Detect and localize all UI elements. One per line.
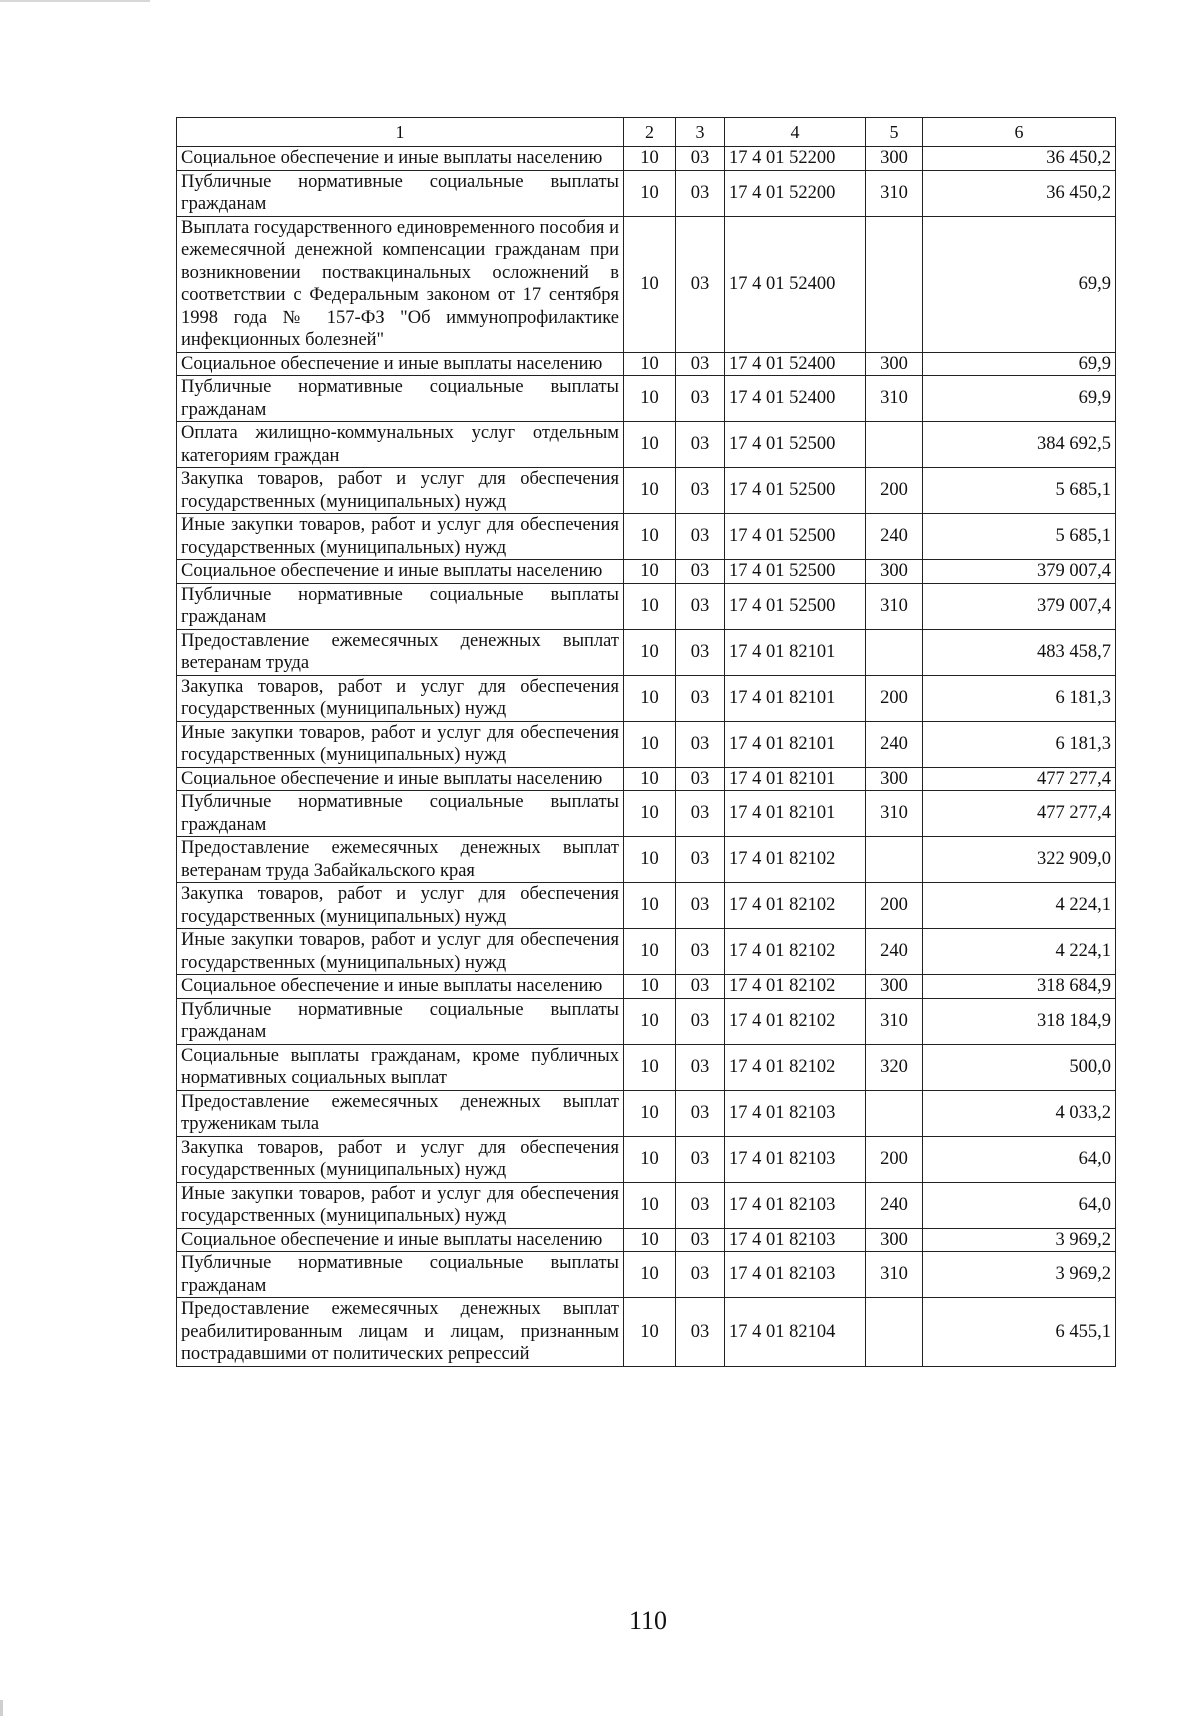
table-row bbox=[177, 1182, 1116, 1228]
row-amount: 64,0 bbox=[923, 1182, 1116, 1228]
row-expense-type: 300 bbox=[866, 975, 923, 999]
row-subsection: 03 bbox=[676, 1044, 725, 1090]
row-target-article: 17 4 01 52500 bbox=[725, 560, 866, 584]
row-name: Публичные нормативные социальные выплаты гражданам bbox=[177, 791, 624, 837]
row-target-article: 17 4 01 82104 bbox=[725, 1298, 866, 1367]
row-expense-type bbox=[866, 216, 923, 352]
row-target-article: 17 4 01 52400 bbox=[725, 376, 866, 422]
row-target-article: 17 4 01 82102 bbox=[725, 1044, 866, 1090]
row-amount: 4 033,2 bbox=[923, 1090, 1116, 1136]
row-expense-type: 300 bbox=[866, 767, 923, 791]
table-row bbox=[177, 376, 1116, 422]
row-target-article: 17 4 01 82102 bbox=[725, 975, 866, 999]
row-target-article: 17 4 01 52500 bbox=[725, 422, 866, 468]
table-row bbox=[177, 1252, 1116, 1298]
row-amount: 3 969,2 bbox=[923, 1252, 1116, 1298]
scan-edge-mark bbox=[0, 0, 150, 2]
row-section: 10 bbox=[624, 975, 676, 999]
table-row bbox=[177, 147, 1116, 171]
row-amount: 322 909,0 bbox=[923, 837, 1116, 883]
row-expense-type bbox=[866, 422, 923, 468]
row-expense-type bbox=[866, 837, 923, 883]
row-subsection: 03 bbox=[676, 560, 725, 584]
table-row bbox=[177, 1044, 1116, 1090]
row-amount: 318 684,9 bbox=[923, 975, 1116, 999]
row-name: Публичные нормативные социальные выплаты гражданам bbox=[177, 583, 624, 629]
row-expense-type bbox=[866, 629, 923, 675]
row-subsection: 03 bbox=[676, 468, 725, 514]
row-name: Иные закупки товаров, работ и услуг для обеспечения государственных (муниципальных) нужд bbox=[177, 929, 624, 975]
row-amount: 318 184,9 bbox=[923, 998, 1116, 1044]
row-name: Предоставление ежемесячных денежных выплат реабилитированным лицам и лицам, признанным пострадавшими от политических репрессий bbox=[177, 1298, 624, 1367]
row-expense-type: 300 bbox=[866, 147, 923, 171]
row-subsection: 03 bbox=[676, 376, 725, 422]
row-section: 10 bbox=[624, 929, 676, 975]
row-name: Публичные нормативные социальные выплаты гражданам bbox=[177, 170, 624, 216]
row-amount: 5 685,1 bbox=[923, 514, 1116, 560]
row-expense-type: 310 bbox=[866, 583, 923, 629]
row-name: Закупка товаров, работ и услуг для обеспечения государственных (муниципальных) нужд bbox=[177, 675, 624, 721]
row-subsection: 03 bbox=[676, 721, 725, 767]
row-target-article: 17 4 01 82101 bbox=[725, 629, 866, 675]
row-section: 10 bbox=[624, 998, 676, 1044]
row-name: Иные закупки товаров, работ и услуг для обеспечения государственных (муниципальных) нужд bbox=[177, 1182, 624, 1228]
row-section: 10 bbox=[624, 675, 676, 721]
table-row bbox=[177, 675, 1116, 721]
row-expense-type: 310 bbox=[866, 170, 923, 216]
row-target-article: 17 4 01 82103 bbox=[725, 1228, 866, 1252]
row-name: Социальное обеспечение и иные выплаты населению bbox=[177, 147, 624, 171]
row-subsection: 03 bbox=[676, 883, 725, 929]
row-expense-type: 310 bbox=[866, 1252, 923, 1298]
row-target-article: 17 4 01 52400 bbox=[725, 352, 866, 376]
row-name: Предоставление ежемесячных денежных выплат труженикам тыла bbox=[177, 1090, 624, 1136]
row-target-article: 17 4 01 82101 bbox=[725, 767, 866, 791]
row-name: Социальное обеспечение и иные выплаты населению bbox=[177, 560, 624, 584]
row-section: 10 bbox=[624, 1228, 676, 1252]
row-section: 10 bbox=[624, 514, 676, 560]
row-expense-type: 200 bbox=[866, 883, 923, 929]
table-row bbox=[177, 1136, 1116, 1182]
row-target-article: 17 4 01 82103 bbox=[725, 1252, 866, 1298]
row-subsection: 03 bbox=[676, 1252, 725, 1298]
row-subsection: 03 bbox=[676, 147, 725, 171]
row-section: 10 bbox=[624, 767, 676, 791]
row-subsection: 03 bbox=[676, 1298, 725, 1367]
table-row bbox=[177, 1228, 1116, 1252]
row-section: 10 bbox=[624, 721, 676, 767]
row-target-article: 17 4 01 82102 bbox=[725, 929, 866, 975]
row-expense-type: 200 bbox=[866, 468, 923, 514]
row-name: Социальное обеспечение и иные выплаты населению bbox=[177, 1228, 624, 1252]
row-amount: 69,9 bbox=[923, 352, 1116, 376]
row-section: 10 bbox=[624, 216, 676, 352]
row-name: Публичные нормативные социальные выплаты гражданам bbox=[177, 998, 624, 1044]
row-target-article: 17 4 01 52400 bbox=[725, 216, 866, 352]
table-row bbox=[177, 883, 1116, 929]
table-row bbox=[177, 1090, 1116, 1136]
row-target-article: 17 4 01 82103 bbox=[725, 1182, 866, 1228]
page-number: 110 bbox=[628, 1606, 668, 1635]
row-target-article: 17 4 01 52500 bbox=[725, 514, 866, 560]
row-subsection: 03 bbox=[676, 675, 725, 721]
row-name: Социальные выплаты гражданам, кроме публичных нормативных социальных выплат bbox=[177, 1044, 624, 1090]
row-section: 10 bbox=[624, 1182, 676, 1228]
row-target-article: 17 4 01 82101 bbox=[725, 675, 866, 721]
row-amount: 477 277,4 bbox=[923, 767, 1116, 791]
column-number-6: 6 bbox=[923, 118, 1116, 147]
row-subsection: 03 bbox=[676, 767, 725, 791]
row-amount: 6 455,1 bbox=[923, 1298, 1116, 1367]
row-section: 10 bbox=[624, 1252, 676, 1298]
table-row bbox=[177, 352, 1116, 376]
table-row bbox=[177, 1298, 1116, 1367]
row-section: 10 bbox=[624, 837, 676, 883]
row-expense-type bbox=[866, 1298, 923, 1367]
table-row bbox=[177, 721, 1116, 767]
row-name: Публичные нормативные социальные выплаты гражданам bbox=[177, 376, 624, 422]
row-section: 10 bbox=[624, 560, 676, 584]
row-name: Социальное обеспечение и иные выплаты населению bbox=[177, 352, 624, 376]
column-number-5: 5 bbox=[866, 118, 923, 147]
row-subsection: 03 bbox=[676, 837, 725, 883]
row-expense-type: 240 bbox=[866, 1182, 923, 1228]
row-expense-type: 310 bbox=[866, 998, 923, 1044]
table-row bbox=[177, 583, 1116, 629]
row-expense-type: 300 bbox=[866, 560, 923, 584]
column-number-2: 2 bbox=[624, 118, 676, 147]
row-name: Закупка товаров, работ и услуг для обеспечения государственных (муниципальных) нужд bbox=[177, 883, 624, 929]
row-subsection: 03 bbox=[676, 791, 725, 837]
row-target-article: 17 4 01 82103 bbox=[725, 1136, 866, 1182]
row-subsection: 03 bbox=[676, 629, 725, 675]
row-target-article: 17 4 01 82101 bbox=[725, 721, 866, 767]
row-section: 10 bbox=[624, 791, 676, 837]
row-amount: 3 969,2 bbox=[923, 1228, 1116, 1252]
row-expense-type bbox=[866, 1090, 923, 1136]
table-row bbox=[177, 468, 1116, 514]
row-name: Закупка товаров, работ и услуг для обеспечения государственных (муниципальных) нужд bbox=[177, 1136, 624, 1182]
row-section: 10 bbox=[624, 1044, 676, 1090]
row-section: 10 bbox=[624, 376, 676, 422]
row-amount: 4 224,1 bbox=[923, 883, 1116, 929]
row-section: 10 bbox=[624, 352, 676, 376]
row-name: Социальное обеспечение и иные выплаты населению bbox=[177, 767, 624, 791]
row-section: 10 bbox=[624, 1136, 676, 1182]
table-row bbox=[177, 514, 1116, 560]
row-amount: 483 458,7 bbox=[923, 629, 1116, 675]
row-section: 10 bbox=[624, 1298, 676, 1367]
row-name: Иные закупки товаров, работ и услуг для обеспечения государственных (муниципальных) нужд bbox=[177, 514, 624, 560]
row-subsection: 03 bbox=[676, 1182, 725, 1228]
row-amount: 379 007,4 bbox=[923, 583, 1116, 629]
row-subsection: 03 bbox=[676, 929, 725, 975]
row-target-article: 17 4 01 52200 bbox=[725, 147, 866, 171]
row-expense-type: 300 bbox=[866, 1228, 923, 1252]
scan-edge-mark bbox=[0, 1700, 3, 1716]
row-section: 10 bbox=[624, 468, 676, 514]
row-amount: 500,0 bbox=[923, 1044, 1116, 1090]
row-section: 10 bbox=[624, 583, 676, 629]
row-subsection: 03 bbox=[676, 583, 725, 629]
row-name: Выплата государственного единовременного пособия и ежемесячной денежной компенсации гражданам при возникновении поствакцинальных осложнений в соответствии с Федеральным законом от 17 сентября 1998 года № 157-ФЗ "Об иммунопрофилактике инфекционных болезней" bbox=[177, 216, 624, 352]
row-expense-type: 320 bbox=[866, 1044, 923, 1090]
table-row bbox=[177, 929, 1116, 975]
row-subsection: 03 bbox=[676, 1228, 725, 1252]
table-row bbox=[177, 170, 1116, 216]
row-target-article: 17 4 01 52200 bbox=[725, 170, 866, 216]
row-section: 10 bbox=[624, 170, 676, 216]
row-subsection: 03 bbox=[676, 514, 725, 560]
table-row bbox=[177, 560, 1116, 584]
row-name: Предоставление ежемесячных денежных выплат ветеранам труда Забайкальского края bbox=[177, 837, 624, 883]
row-amount: 379 007,4 bbox=[923, 560, 1116, 584]
row-amount: 477 277,4 bbox=[923, 791, 1116, 837]
row-amount: 36 450,2 bbox=[923, 170, 1116, 216]
row-expense-type: 200 bbox=[866, 675, 923, 721]
row-amount: 384 692,5 bbox=[923, 422, 1116, 468]
row-name: Иные закупки товаров, работ и услуг для обеспечения государственных (муниципальных) нужд bbox=[177, 721, 624, 767]
row-subsection: 03 bbox=[676, 975, 725, 999]
table-row bbox=[177, 216, 1116, 352]
row-expense-type: 310 bbox=[866, 376, 923, 422]
table-row bbox=[177, 422, 1116, 468]
row-subsection: 03 bbox=[676, 1136, 725, 1182]
table-row bbox=[177, 629, 1116, 675]
row-amount: 36 450,2 bbox=[923, 147, 1116, 171]
table-row bbox=[177, 767, 1116, 791]
row-subsection: 03 bbox=[676, 216, 725, 352]
row-expense-type: 200 bbox=[866, 1136, 923, 1182]
column-number-3: 3 bbox=[676, 118, 725, 147]
row-section: 10 bbox=[624, 629, 676, 675]
budget-table-body bbox=[177, 147, 1116, 1367]
budget-table bbox=[176, 117, 1116, 1367]
row-expense-type: 310 bbox=[866, 791, 923, 837]
row-amount: 6 181,3 bbox=[923, 675, 1116, 721]
column-number-1: 1 bbox=[177, 118, 624, 147]
row-section: 10 bbox=[624, 422, 676, 468]
row-name: Оплата жилищно-коммунальных услуг отдельным категориям граждан bbox=[177, 422, 624, 468]
row-expense-type: 240 bbox=[866, 514, 923, 560]
table-row bbox=[177, 791, 1116, 837]
row-target-article: 17 4 01 82101 bbox=[725, 791, 866, 837]
table-row bbox=[177, 975, 1116, 999]
row-subsection: 03 bbox=[676, 1090, 725, 1136]
row-target-article: 17 4 01 52500 bbox=[725, 583, 866, 629]
table-row bbox=[177, 998, 1116, 1044]
row-subsection: 03 bbox=[676, 422, 725, 468]
row-target-article: 17 4 01 52500 bbox=[725, 468, 866, 514]
row-name: Социальное обеспечение и иные выплаты населению bbox=[177, 975, 624, 999]
row-expense-type: 300 bbox=[866, 352, 923, 376]
table-row bbox=[177, 837, 1116, 883]
row-name: Предоставление ежемесячных денежных выплат ветеранам труда bbox=[177, 629, 624, 675]
row-subsection: 03 bbox=[676, 998, 725, 1044]
row-expense-type: 240 bbox=[866, 929, 923, 975]
row-target-article: 17 4 01 82102 bbox=[725, 837, 866, 883]
row-name: Публичные нормативные социальные выплаты гражданам bbox=[177, 1252, 624, 1298]
column-number-row bbox=[177, 118, 1116, 147]
row-name: Закупка товаров, работ и услуг для обеспечения государственных (муниципальных) нужд bbox=[177, 468, 624, 514]
row-amount: 4 224,1 bbox=[923, 929, 1116, 975]
row-subsection: 03 bbox=[676, 352, 725, 376]
row-target-article: 17 4 01 82102 bbox=[725, 998, 866, 1044]
row-amount: 69,9 bbox=[923, 376, 1116, 422]
row-section: 10 bbox=[624, 1090, 676, 1136]
row-expense-type: 240 bbox=[866, 721, 923, 767]
column-number-4: 4 bbox=[725, 118, 866, 147]
row-section: 10 bbox=[624, 147, 676, 171]
row-target-article: 17 4 01 82102 bbox=[725, 883, 866, 929]
row-amount: 6 181,3 bbox=[923, 721, 1116, 767]
row-target-article: 17 4 01 82103 bbox=[725, 1090, 866, 1136]
row-amount: 64,0 bbox=[923, 1136, 1116, 1182]
row-section: 10 bbox=[624, 883, 676, 929]
row-subsection: 03 bbox=[676, 170, 725, 216]
row-amount: 69,9 bbox=[923, 216, 1116, 352]
row-amount: 5 685,1 bbox=[923, 468, 1116, 514]
